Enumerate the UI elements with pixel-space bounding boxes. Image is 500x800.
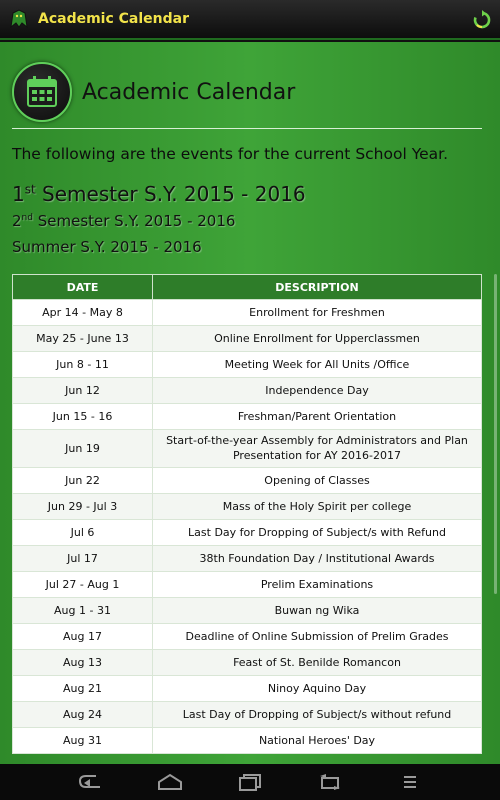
page-title: Academic Calendar	[82, 79, 296, 105]
cobra-logo-icon[interactable]	[6, 6, 32, 32]
semester-1-suffix: st	[24, 182, 36, 197]
summer-text: Summer S.Y. 2015 - 2016	[12, 238, 202, 256]
event-description: Start-of-the-year Assembly for Administrators and Plan Presentation for AY 2016-2017	[153, 430, 482, 468]
table-row	[13, 675, 482, 701]
event-description: Opening of Classes	[153, 467, 482, 493]
table-row	[13, 404, 482, 430]
table-row	[13, 701, 482, 727]
event-date: Jun 15 - 16	[13, 404, 153, 430]
recent-apps-icon[interactable]	[235, 771, 265, 793]
page-header	[12, 62, 295, 122]
event-description: Last Day for Dropping of Subject/s with Refund	[153, 519, 482, 545]
semester-1-ordinal: 1	[12, 182, 25, 206]
event-description: Freshman/Parent Orientation	[153, 404, 482, 430]
event-date: Jul 17	[13, 545, 153, 571]
table-row	[13, 623, 482, 649]
table-row	[13, 519, 482, 545]
table-row	[13, 352, 482, 378]
event-description: Deadline of Online Submission of Prelim Grades	[153, 623, 482, 649]
back-icon[interactable]	[75, 771, 105, 793]
event-date: Apr 14 - May 8	[13, 300, 153, 326]
event-date: Aug 13	[13, 649, 153, 675]
event-date: Aug 24	[13, 701, 153, 727]
event-date: Jul 27 - Aug 1	[13, 571, 153, 597]
event-date: Jun 22	[13, 467, 153, 493]
table-row	[13, 571, 482, 597]
event-date: Jun 29 - Jul 3	[13, 493, 153, 519]
semester-heading-2	[12, 212, 235, 230]
event-date: Aug 31	[13, 727, 153, 753]
event-date: Aug 17	[13, 623, 153, 649]
app-title: Academic Calendar	[38, 11, 190, 27]
event-description: Last Day of Dropping of Subject/s without refund	[153, 701, 482, 727]
event-description: Enrollment for Freshmen	[153, 300, 482, 326]
home-icon[interactable]	[155, 771, 185, 793]
calendar-table-container	[12, 274, 482, 754]
semester-2-suffix: nd	[21, 213, 33, 223]
table-row	[13, 467, 482, 493]
table-row	[13, 300, 482, 326]
event-description: 38th Foundation Day / Institutional Awards	[153, 545, 482, 571]
content-area[interactable]	[0, 42, 500, 764]
event-date: May 25 - June 13	[13, 326, 153, 352]
table-row	[13, 727, 482, 753]
table-row	[13, 326, 482, 352]
rotate-icon[interactable]	[315, 771, 345, 793]
description-column-header: DESCRIPTION	[153, 275, 482, 300]
event-description: Mass of the Holy Spirit per college	[153, 493, 482, 519]
table-row	[13, 493, 482, 519]
menu-icon[interactable]	[395, 771, 425, 793]
semester-2-ordinal: 2	[12, 212, 22, 230]
event-description: National Heroes' Day	[153, 727, 482, 753]
calendar-icon	[12, 62, 72, 122]
action-bar	[0, 0, 500, 40]
event-date: Jul 6	[13, 519, 153, 545]
title-divider	[12, 128, 482, 129]
event-description: Meeting Week for All Units /Office	[153, 352, 482, 378]
semester-heading-1	[12, 182, 306, 206]
table-row	[13, 597, 482, 623]
table-row	[13, 430, 482, 468]
event-description: Independence Day	[153, 378, 482, 404]
semester-heading-summer	[12, 238, 202, 256]
date-column-header: DATE	[13, 275, 153, 300]
table-row	[13, 545, 482, 571]
event-description: Ninoy Aquino Day	[153, 675, 482, 701]
event-description: Buwan ng Wika	[153, 597, 482, 623]
event-date: Jun 12	[13, 378, 153, 404]
table-row	[13, 649, 482, 675]
event-date: Jun 8 - 11	[13, 352, 153, 378]
refresh-icon[interactable]	[470, 8, 494, 32]
system-nav-bar	[0, 764, 500, 800]
semester-1-text: Semester S.Y. 2015 - 2016	[35, 182, 306, 206]
event-date: Aug 1 - 31	[13, 597, 153, 623]
semester-2-text: Semester S.Y. 2015 - 2016	[32, 212, 236, 230]
intro-text: The following are the events for the current School Year.	[12, 145, 449, 163]
event-description: Prelim Examinations	[153, 571, 482, 597]
table-body	[13, 300, 482, 754]
event-date: Jun 19	[13, 430, 153, 468]
scrollbar[interactable]	[494, 274, 497, 594]
event-date: Aug 21	[13, 675, 153, 701]
calendar-table	[12, 274, 482, 754]
event-description: Online Enrollment for Upperclassmen	[153, 326, 482, 352]
table-row	[13, 378, 482, 404]
event-description: Feast of St. Benilde Romancon	[153, 649, 482, 675]
table-header-row	[13, 275, 482, 300]
